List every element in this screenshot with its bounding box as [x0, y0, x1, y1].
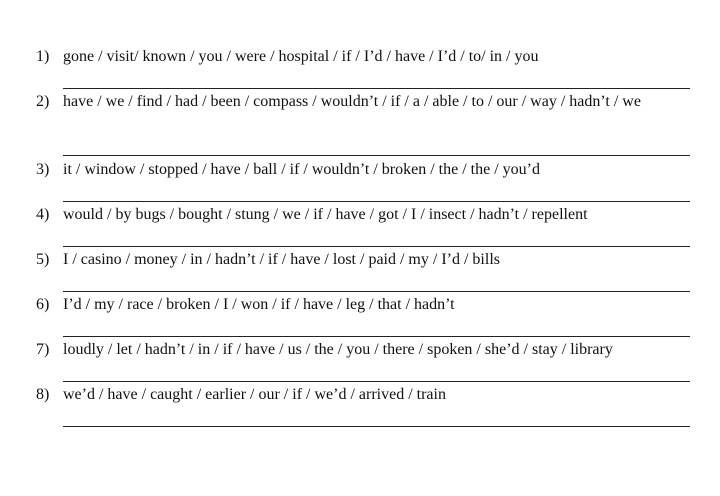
item-words: gone / visit/ known / you / were / hospital / if / I’d / have / I’d / to/ in / you — [63, 48, 539, 65]
item-number: 7) — [36, 341, 50, 358]
item-number: 8) — [36, 386, 50, 403]
answer-line — [63, 201, 690, 202]
item-number: 2) — [36, 93, 50, 110]
item-words: I / casino / money / in / hadn’t / if / have / lost / paid / my / I’d / bills — [63, 251, 500, 268]
answer-line — [63, 155, 690, 156]
answer-line — [63, 381, 690, 382]
answer-line — [63, 426, 690, 427]
item-words: we’d / have / caught / earlier / our / if / we’d / arrived / train — [63, 386, 446, 403]
item-number: 6) — [36, 296, 50, 313]
item-words: loudly / let / hadn’t / in / if / have / us / the / you / there / spoken / she’d / stay / library — [63, 341, 613, 358]
item-number: 4) — [36, 206, 50, 223]
answer-line — [63, 246, 690, 247]
item-number: 5) — [36, 251, 50, 268]
item-number: 3) — [36, 161, 50, 178]
answer-line — [63, 336, 690, 337]
item-words: would / by bugs / bought / stung / we / if / have / got / I / insect / hadn’t / repellent — [63, 206, 588, 223]
answer-line — [63, 291, 690, 292]
item-words: have / we / find / had / been / compass / wouldn’t / if / a / able / to / our / way / hadn’t / we — [63, 93, 641, 110]
answer-line — [63, 88, 690, 89]
item-number: 1) — [36, 48, 50, 65]
item-words: it / window / stopped / have / ball / if / wouldn’t / broken / the / the / you’d — [63, 161, 540, 178]
item-words: I’d / my / race / broken / I / won / if / have / leg / that / hadn’t — [63, 296, 455, 313]
